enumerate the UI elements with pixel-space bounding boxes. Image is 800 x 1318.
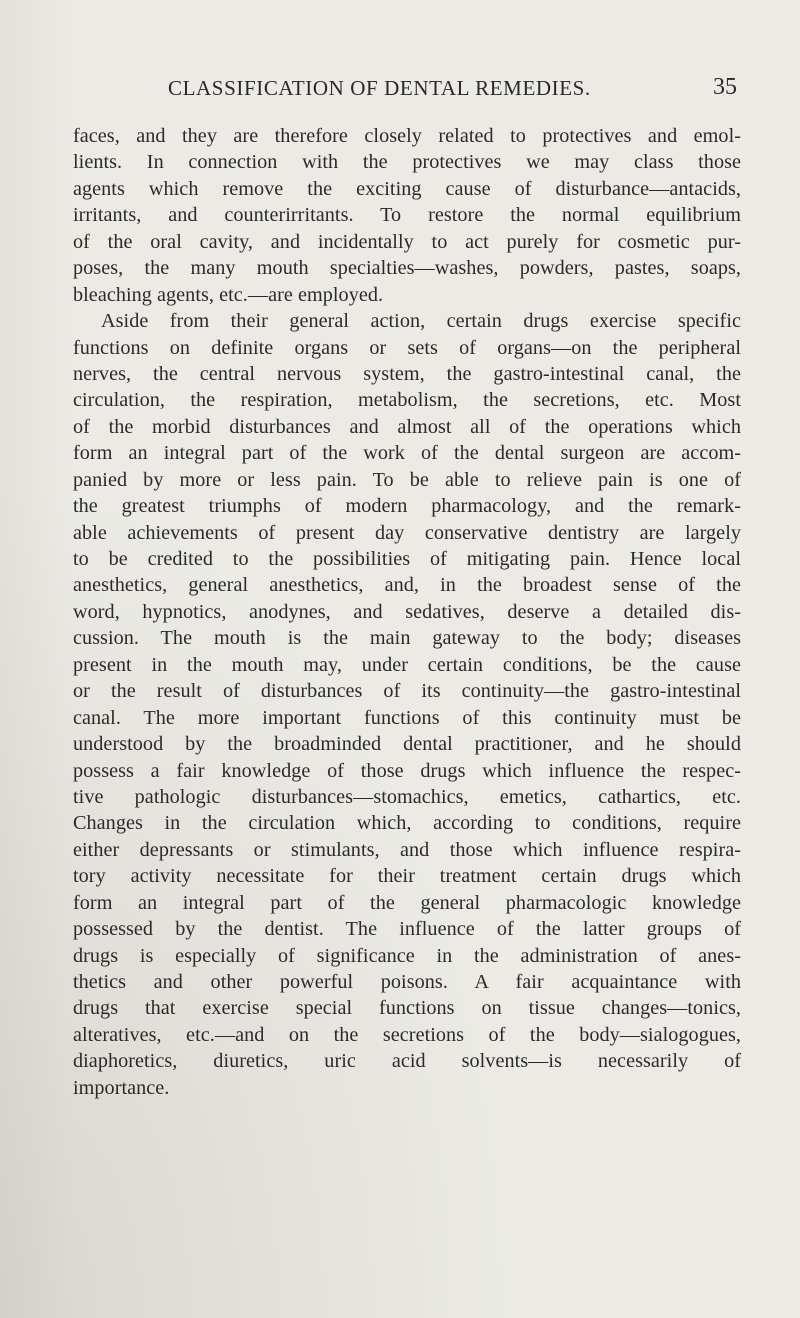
- text-line: understood by the broadminded dental practitioner, and he should: [73, 733, 741, 756]
- text-line: circulation, the respiration, metabolism, the secretions, etc. Most: [73, 389, 741, 412]
- body-text: [73, 123, 741, 1101]
- text-line: irritants, and counterirritants. To restore the normal equilibrium: [73, 204, 741, 227]
- text-line: poses, the many mouth specialties—washes, powders, pastes, soaps,: [73, 257, 741, 280]
- text-line: of the morbid disturbances and almost all of the operations which: [73, 415, 741, 438]
- text-line: functions on definite organs or sets of organs—on the peripheral: [73, 336, 741, 359]
- text-line: faces, and they are therefore closely related to protectives and emol-: [73, 125, 741, 147]
- text-line: agents which remove the exciting cause of disturbance—antacids,: [73, 177, 741, 200]
- text-line: of the oral cavity, and incidentally to act purely for cosmetic pur-: [73, 230, 741, 253]
- text-line: panied by more or less pain. To be able to relieve pain is one of: [73, 468, 741, 491]
- text-line: able achievements of present day conservative dentistry are largely: [73, 521, 741, 544]
- text-line: drugs is especially of significance in the administration of anes-: [73, 944, 741, 967]
- text-line: possessed by the dentist. The influence of the latter groups of: [73, 918, 741, 941]
- page-number: 35: [713, 74, 737, 100]
- text-line: lients. In connection with the protectives we may class those: [73, 151, 741, 174]
- paragraph-start-line: Aside from their general action, certain drugs exercise specific: [101, 310, 741, 333]
- text-line: cussion. The mouth is the main gateway to the body; diseases: [73, 627, 741, 650]
- text-line: the greatest triumphs of modern pharmacology, and the remark-: [73, 495, 741, 518]
- text-line: anesthetics, general anesthetics, and, in the broadest sense of the: [73, 574, 741, 597]
- text-line: possess a fair knowledge of those drugs which influence the respec-: [73, 759, 741, 782]
- text-line: form an integral part of the work of the dental surgeon are accom-: [73, 442, 741, 465]
- text-line: canal. The more important functions of this continuity must be: [73, 706, 741, 729]
- text-line: importance.: [73, 1076, 170, 1099]
- text-line: Changes in the circulation which, according to conditions, require: [73, 812, 741, 835]
- running-head: [0, 76, 800, 106]
- text-line: bleaching agents, etc.—are employed.: [73, 283, 384, 306]
- text-line: or the result of disturbances of its continuity—the gastro-intestinal: [73, 680, 741, 703]
- text-line: alteratives, etc.—and on the secretions of the body—sialogogues,: [73, 1023, 741, 1046]
- text-line: to be credited to the possibilities of mitigating pain. Hence local: [73, 548, 741, 570]
- running-title: CLASSIFICATION OF DENTAL REMEDIES.: [168, 76, 591, 100]
- text-line: word, hypnotics, anodynes, and sedatives, deserve a detailed dis-: [73, 600, 741, 623]
- text-line: thetics and other powerful poisons. A fair acquaintance with: [73, 971, 741, 993]
- text-line: tive pathologic disturbances—stomachics, emetics, cathartics, etc.: [73, 785, 741, 808]
- text-line: either depressants or stimulants, and those which influence respira-: [73, 838, 741, 861]
- text-line: tory activity necessitate for their treatment certain drugs which: [73, 865, 741, 888]
- text-line: present in the mouth may, under certain conditions, be the cause: [73, 653, 741, 676]
- text-line: drugs that exercise special functions on tissue changes—tonics,: [73, 997, 741, 1020]
- text-line: form an integral part of the general pharmacologic knowledge: [73, 891, 741, 914]
- text-line: diaphoretics, diuretics, uric acid solvents—is necessarily of: [73, 1050, 741, 1073]
- text-line: nerves, the central nervous system, the gastro-intestinal canal, the: [73, 362, 741, 385]
